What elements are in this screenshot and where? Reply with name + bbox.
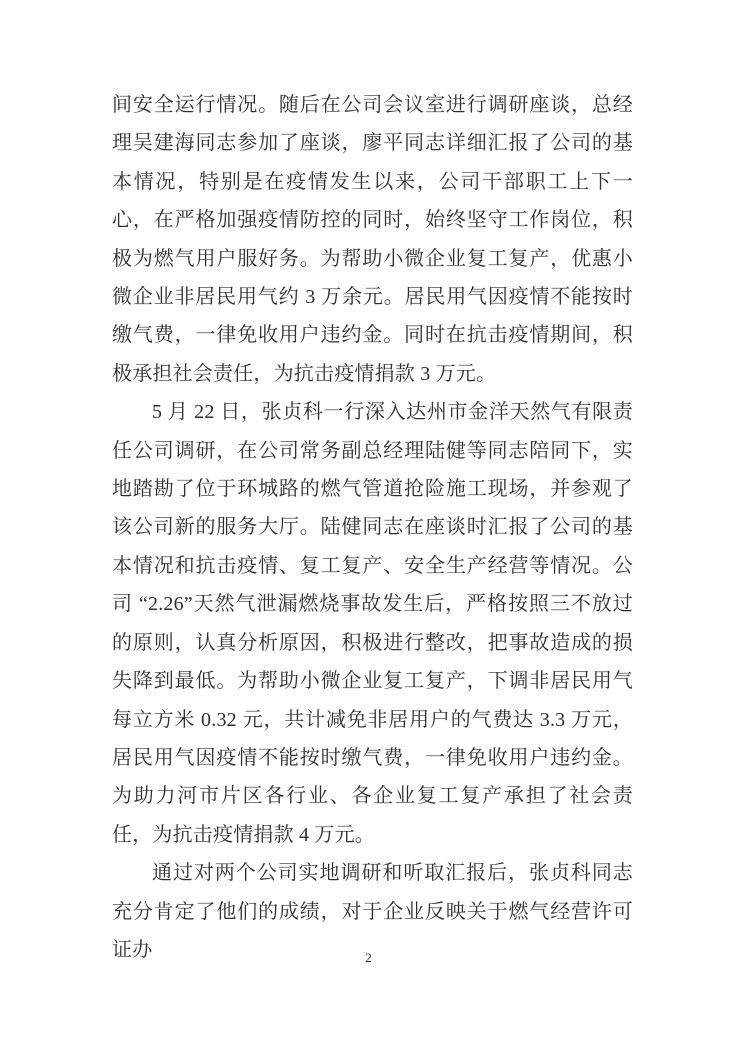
paragraph: 5 月 22 日，张贞科一行深入达州市金洋天然气有限责任公司调研，在公司常务副总经理陆健等同志陪同下，实地踏勘了位于环城路的燃气管道抢险施工现场，并参观了该公司新的服务大厅。陆健同志在座谈时汇报了公司的基本情况和抗击疫情、复工复产、安全生产经营等情况。公司 “2.26”天然气泄漏燃烧事故发生后，严格按照三不放过的原则，认真分析原因，积极进行整改，把事故造成的损失降到最低。为帮助小微企业复工复产，下调非居民用气每立方米 0.32 元，共计减免非居用户的气费达 3.3 万元，居民用气因疫情不能按时缴气费，一律免收用户违约金。为助力河市片区各行业、各企业复工复产承担了社会责任，为抗击疫情捐款 4 万元。 [112,401,633,846]
paragraph: 通过对两个公司实地调研和听取汇报后，张贞科同志充分肯定了他们的成绩，对于企业反映关于燃气经营许可证办 [112,862,633,961]
document-body [112,86,633,969]
page-number: 2 [365,950,372,965]
paragraph: 间安全运行情况。随后在公司会议室进行调研座谈，总经理吴建海同志参加了座谈，廖平同志详细汇报了公司的基本情况，特别是在疫情发生以来，公司干部职工上下一心，在严格加强疫情防控的同时，始终坚守工作岗位，积极为燃气用户服好务。为帮助小微企业复工复产，优惠小微企业非居民用气约 3 万余元。居民用气因疫情不能按时缴气费，一律免收用户违约金。同时在抗击疫情期间，积极承担社会责任，为抗击疫情捐款 3 万元。 [112,94,633,385]
